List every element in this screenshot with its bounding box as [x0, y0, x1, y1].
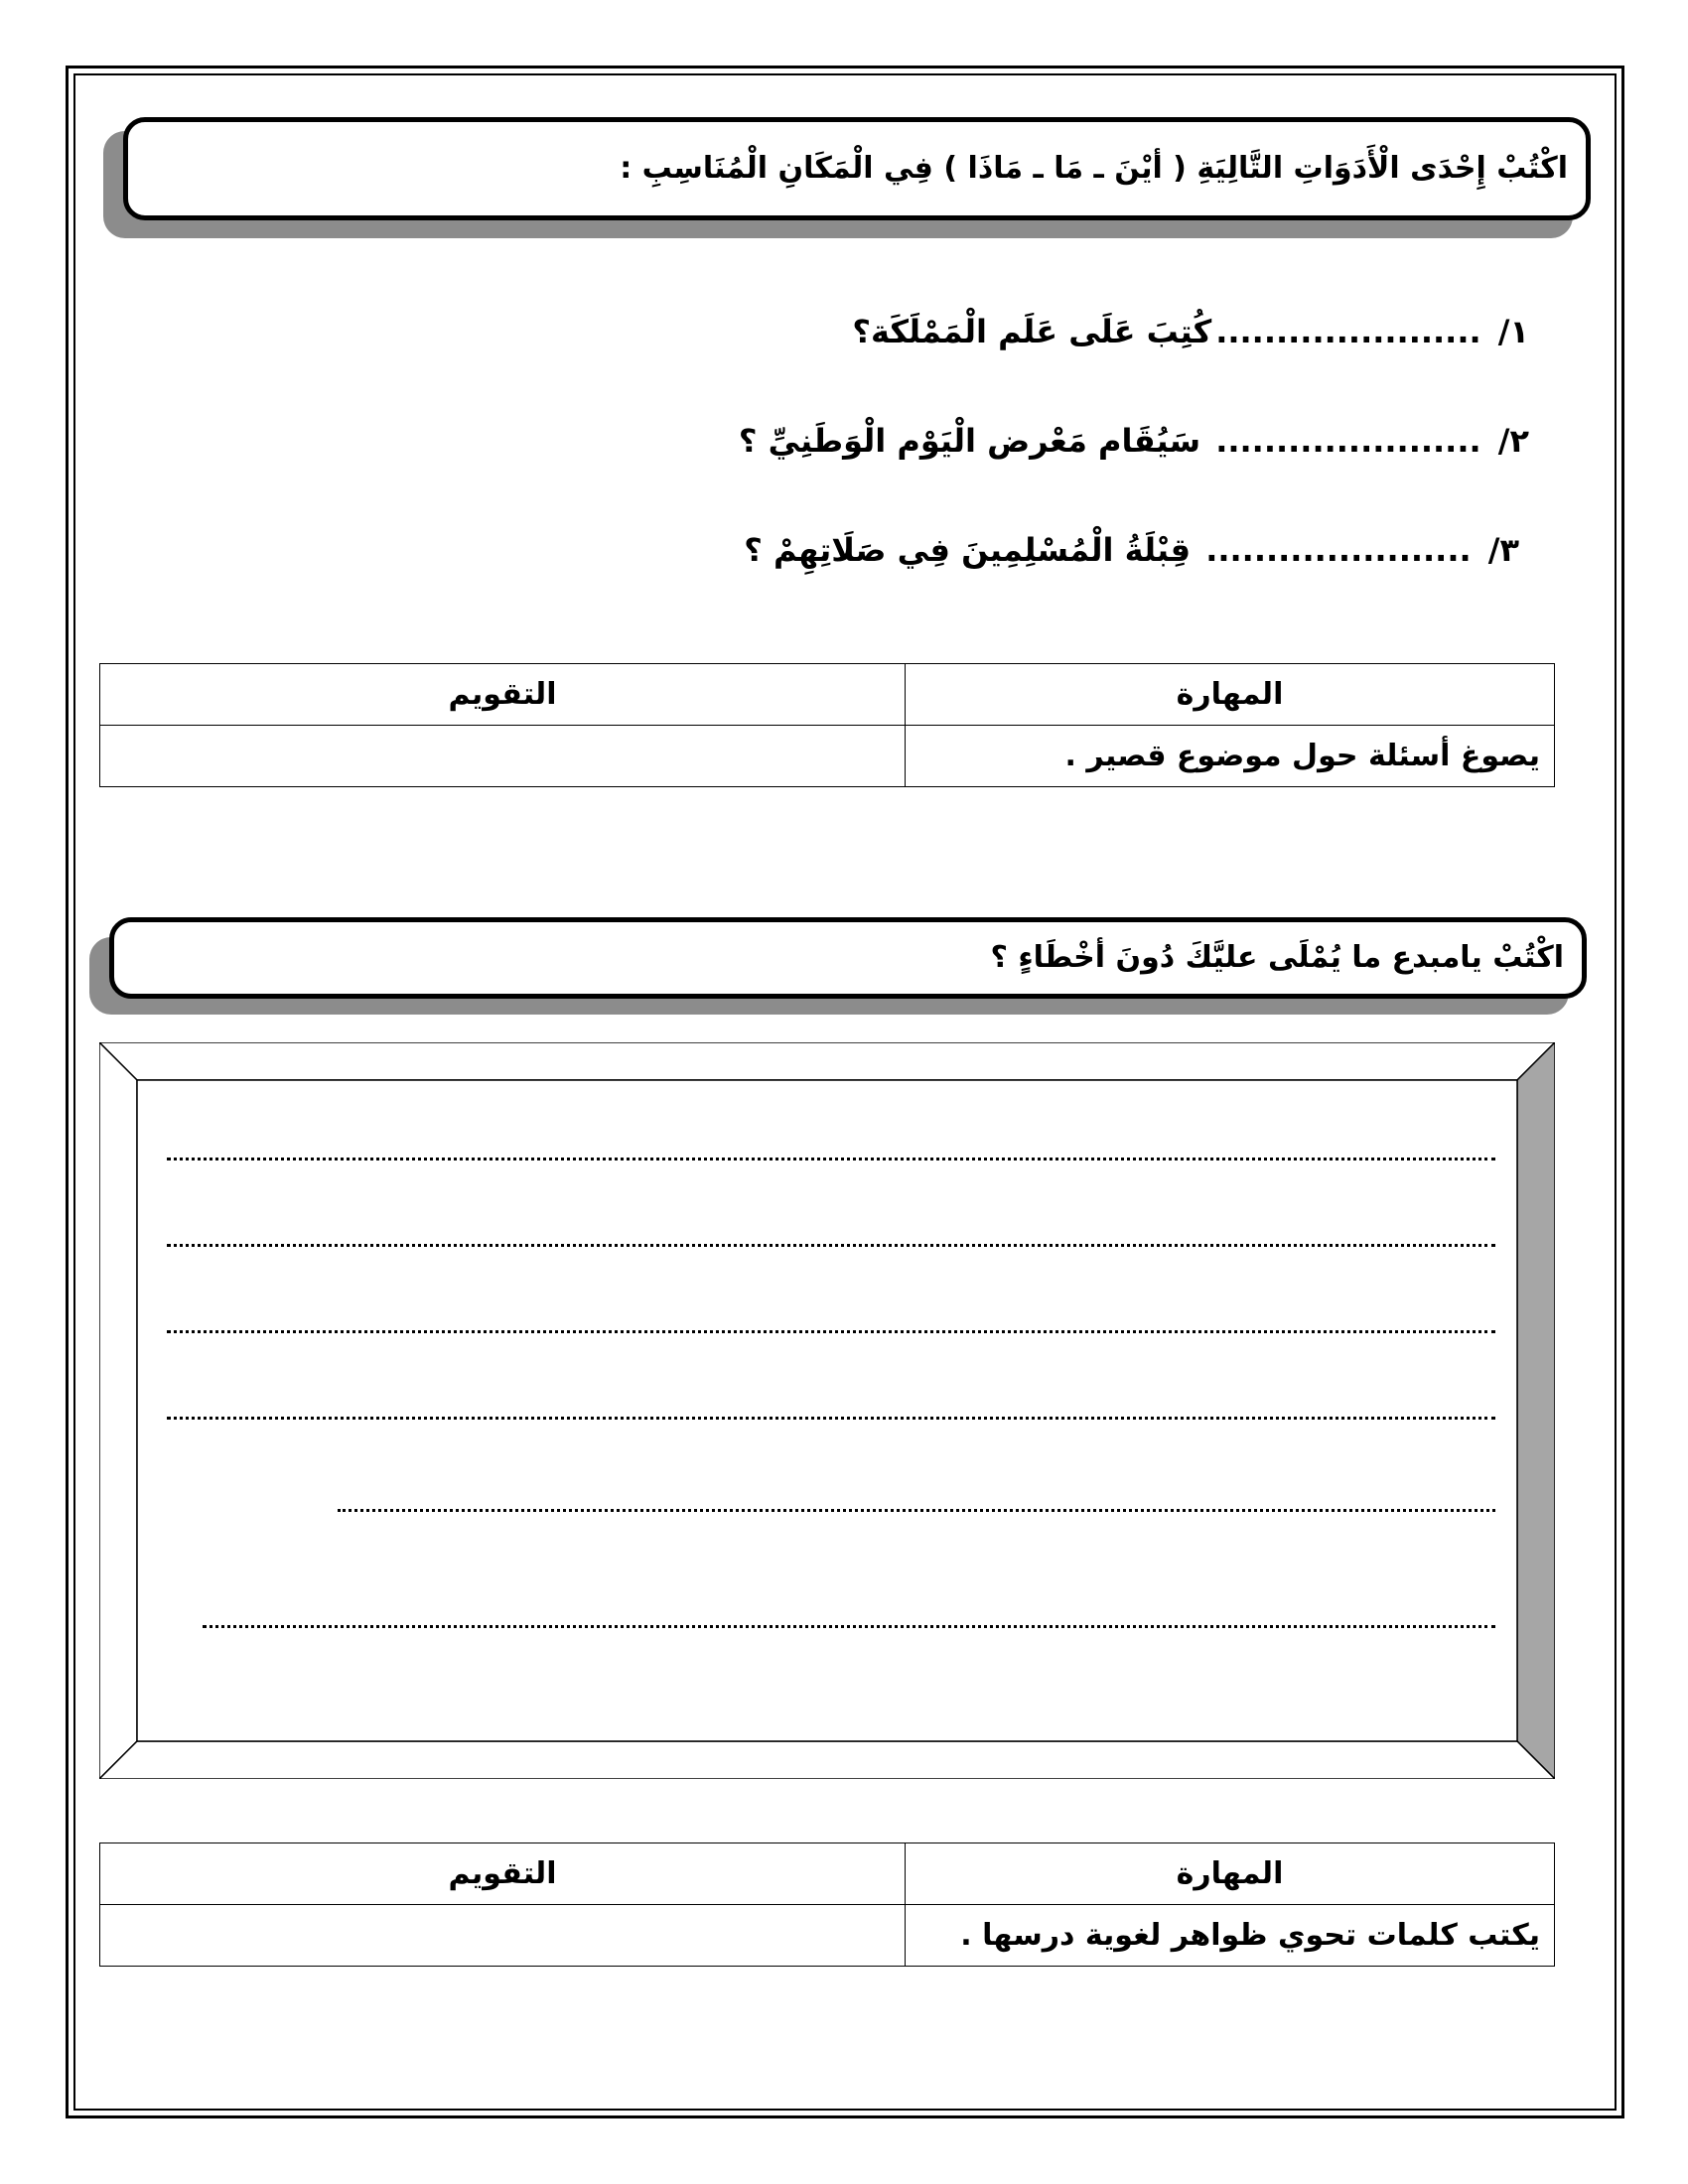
answer-blank[interactable]: ......................: [1205, 531, 1472, 569]
bevel-left: [99, 1042, 137, 1779]
item-number: ٣/: [1487, 531, 1519, 569]
question1-item-3: [744, 531, 1519, 569]
skills-table-1: [99, 663, 1555, 787]
answer-blank[interactable]: ......................: [1215, 422, 1481, 460]
question2-title-text: اكْتُبْ يامبدع ما يُمْلَى عليَّكَ دُونَ أخْطَاءٍ ؟: [990, 940, 1564, 975]
item-text: قِبْلَةُ الْمُسْلِمِينَ فِي صَلَاتِهِمْ ؟: [744, 531, 1192, 569]
writing-line[interactable]: [203, 1625, 1495, 1628]
header-skill: المهارة: [906, 664, 1555, 726]
table-header-row: [100, 1843, 1555, 1905]
writing-area: [137, 1080, 1517, 1741]
answer-blank[interactable]: ......................: [1215, 313, 1481, 350]
item-text: كُتِبَ عَلَى عَلَم الْمَمْلَكَة؟: [852, 313, 1212, 350]
bevel-top: [99, 1042, 1555, 1080]
header-evaluation: التقويم: [100, 664, 906, 726]
question1-title: [123, 117, 1591, 220]
item-number: ٢/: [1497, 422, 1529, 460]
item-number: ١/: [1497, 313, 1529, 350]
writing-line[interactable]: [167, 1244, 1495, 1247]
writing-line[interactable]: [167, 1158, 1495, 1160]
question1-item-2: [739, 422, 1529, 460]
writing-line[interactable]: [167, 1330, 1495, 1333]
skill-cell: يصوغ أسئلة حول موضوع قصير .: [906, 726, 1555, 787]
question2-title: [109, 917, 1587, 999]
table-header-row: [100, 664, 1555, 726]
table-row: [100, 726, 1555, 787]
writing-line[interactable]: [338, 1509, 1495, 1512]
evaluation-cell[interactable]: [100, 1905, 906, 1967]
header-evaluation: التقويم: [100, 1843, 906, 1905]
question1-title-text: اكْتُبْ إِحْدَى الْأَدَوَاتِ التَّالِيَةِ ( أيْنَ ـ مَا ـ مَاذَا ) فِي الْمَكَانِ الْمُنَاسِبِ :: [620, 151, 1568, 186]
evaluation-cell[interactable]: [100, 726, 906, 787]
item-text: سَيُقَام مَعْرض الْيَوْم الْوَطَنِيِّ ؟: [738, 422, 1201, 460]
writing-line[interactable]: [167, 1417, 1495, 1420]
bevel-bottom: [99, 1741, 1555, 1779]
skill-cell: يكتب كلمات تحوي ظواهر لغوية درسها .: [906, 1905, 1555, 1967]
table-row: [100, 1905, 1555, 1967]
question1-item-1: [852, 313, 1529, 350]
dictation-writing-box[interactable]: [99, 1042, 1555, 1779]
skills-table-2: [99, 1843, 1555, 1967]
bevel-right: [1517, 1042, 1555, 1779]
header-skill: المهارة: [906, 1843, 1555, 1905]
